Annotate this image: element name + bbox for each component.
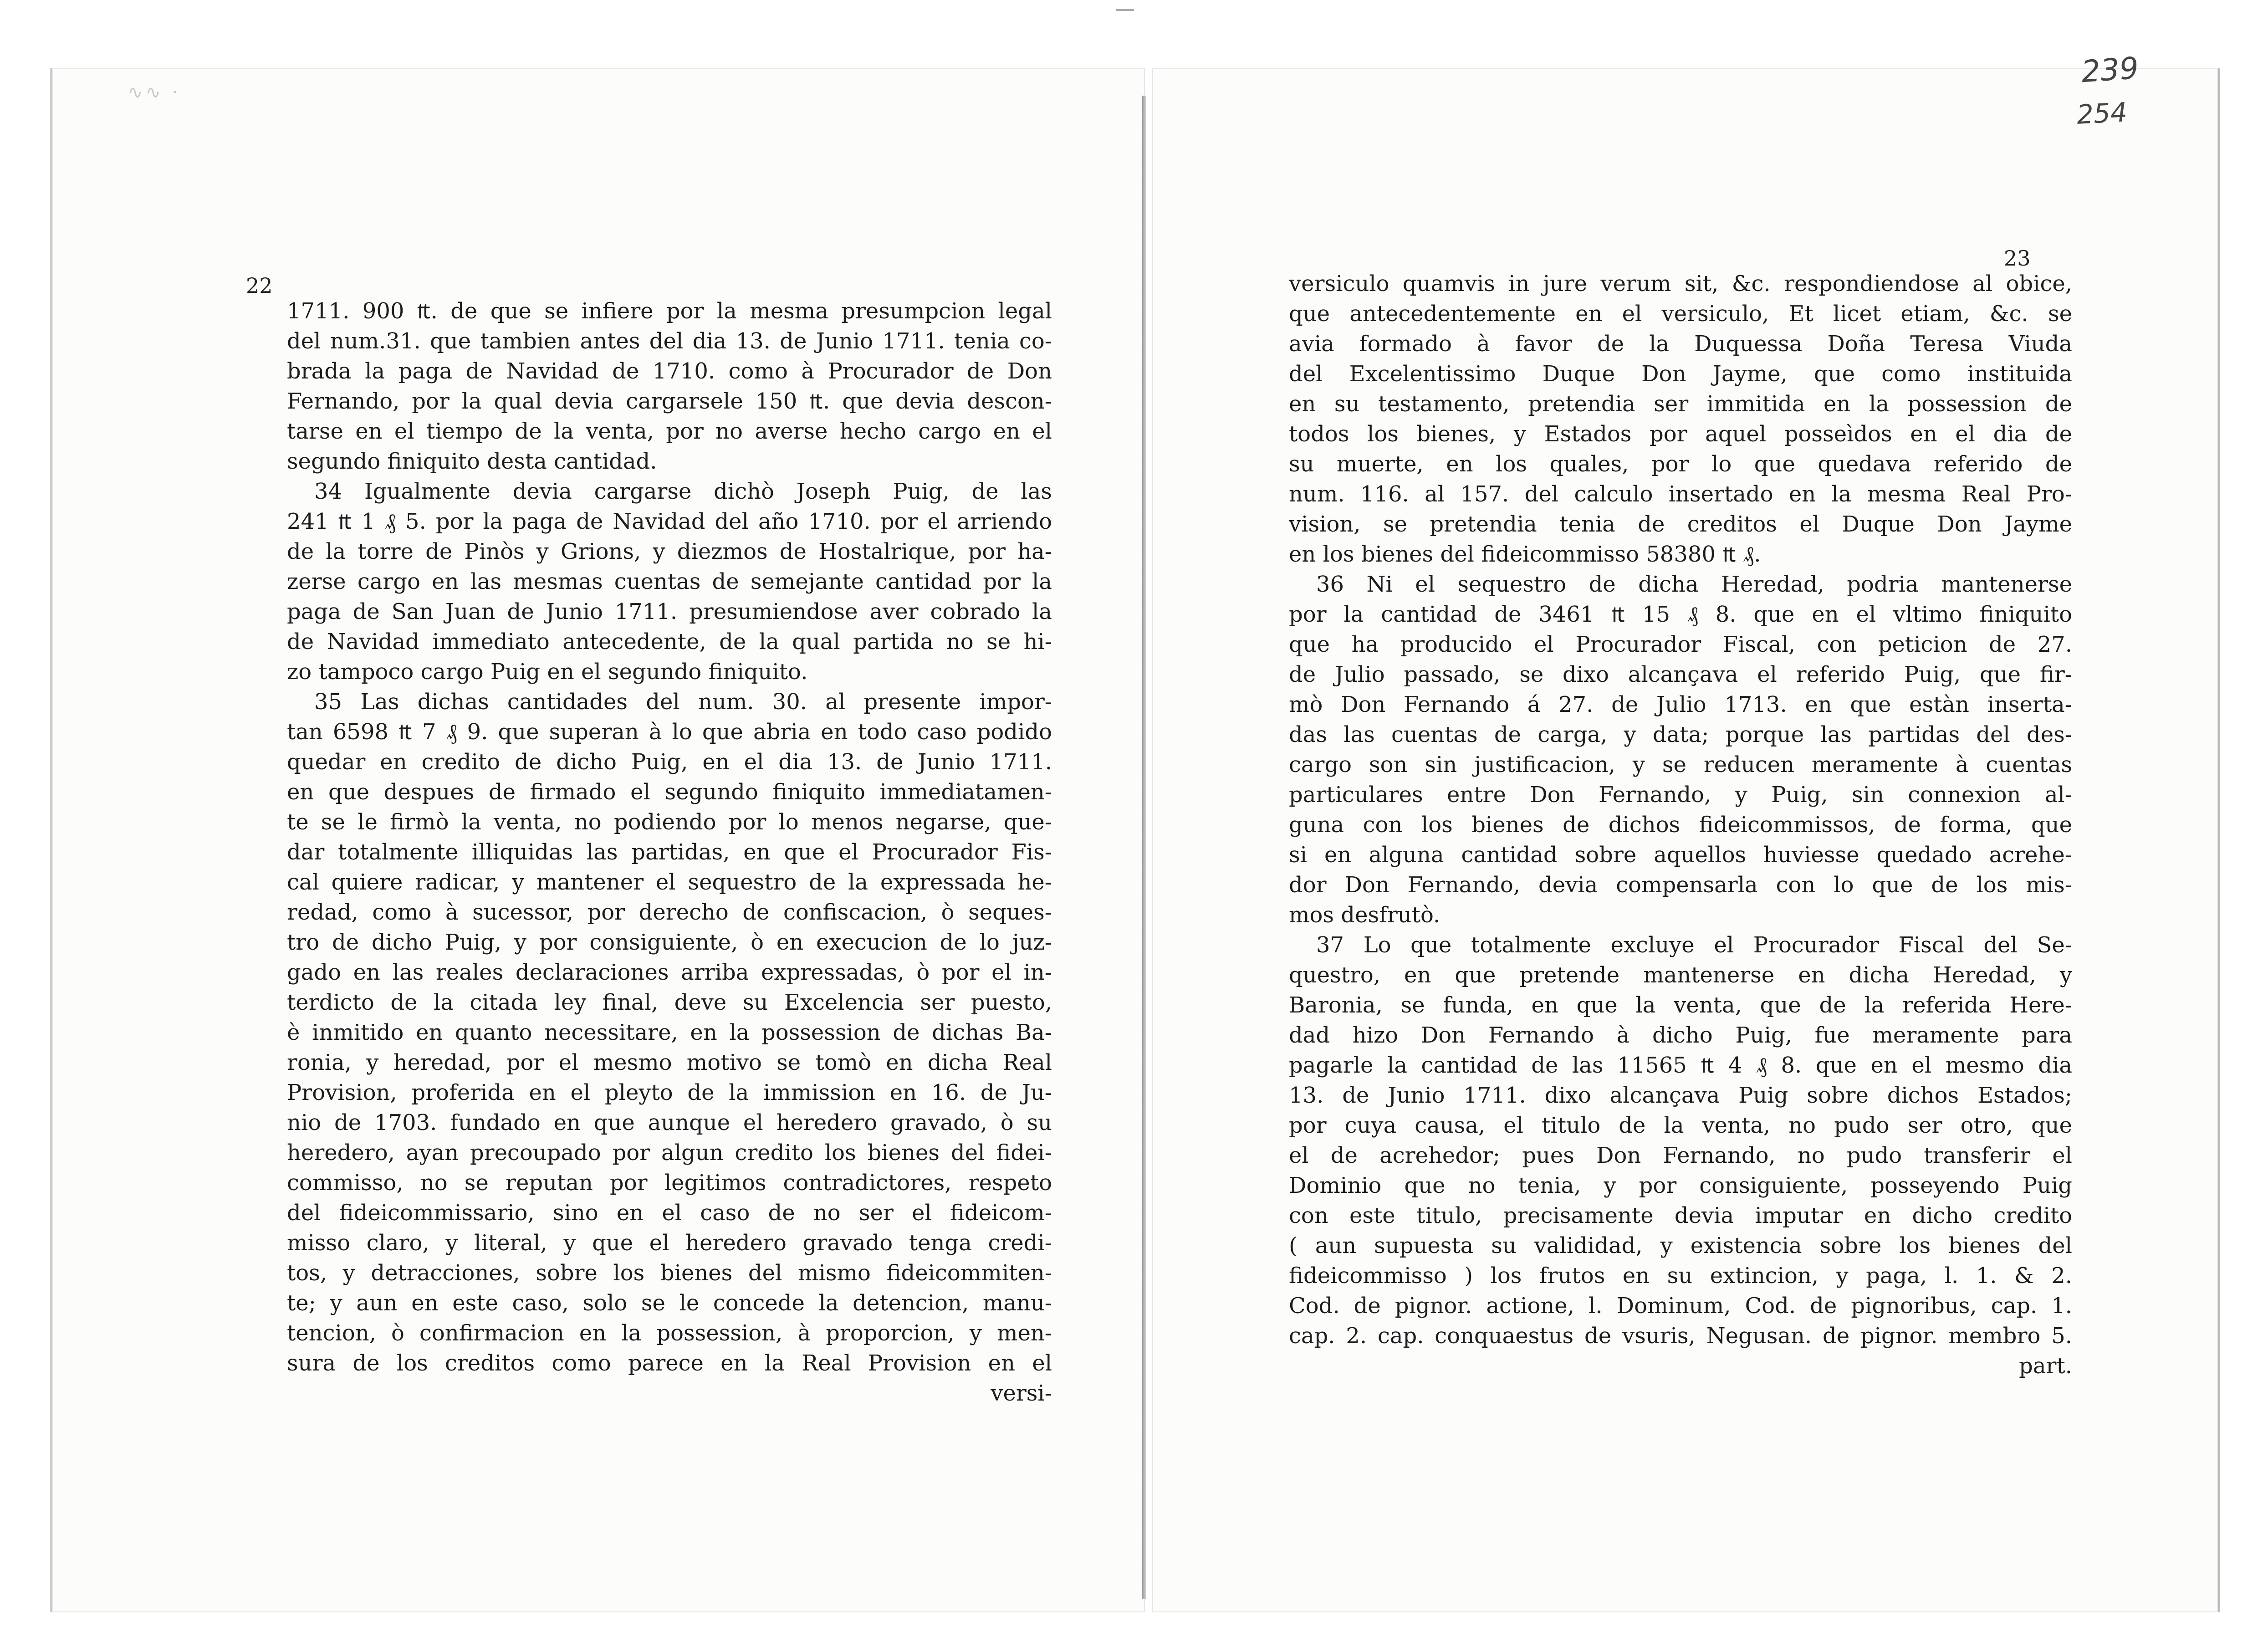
text-line: cal quiere radicar, y mantener el sequestro de la expressada he- [287,869,1052,895]
text-line: ronia, y heredad, por el mesmo motivo se tomò en dicha Real [287,1050,1052,1075]
text-line: tencion, ò confirmacion en la possession, à proporcion, y men- [287,1320,1052,1346]
text-line: zerse cargo en las mesmas cuentas de semejante cantidad por la [287,569,1052,594]
left-page-text [287,296,1052,1408]
text-line: 1711. 900 ₶. de que se infiere por la mesma presumpcion legal [287,298,1052,324]
text-line: todos los bienes, y Estados por aquel posseìdos en el dia de [1289,421,2072,447]
text-line: versi- [991,1381,1052,1406]
text-line: vision, se pretendia tenia de creditos el Duque Don Jayme [1289,511,2072,537]
text-line: part. [2019,1353,2072,1379]
text-line: en que despues de firmado el segundo finiquito immediatamen- [287,779,1052,805]
text-line: versiculo quamvis in jure verum sit, &c. respondiendose al obice, [1289,271,2072,297]
text-line: redad, como à sucessor, por derecho de confiscacion, ò seques- [287,900,1052,925]
text-line: en los bienes del fideicommisso 58380 ₶ ₰. [1289,542,1761,567]
text-line: 36 Ni el sequestro de dicha Heredad, podria mantenerse [1316,572,2072,597]
text-line: Provision, proferida en el pleyto de la immission en 16. de Ju- [287,1080,1052,1105]
handwritten-folio-upper: 239 [2080,50,2140,90]
top-mark [1116,9,1134,11]
text-line: num. 116. al 157. del calculo insertado en la mesma Real Pro- [1289,481,2072,507]
text-line: dar totalmente illiquidas las partidas, en que el Procurador Fis- [287,839,1052,865]
text-line: te se le firmò la venta, no podiendo por lo menos negarse, que- [287,809,1052,835]
text-line: 37 Lo que totalmente excluye el Procurador Fiscal del Se- [1316,932,2072,958]
text-line: te; y aun en este caso, solo se le concede la detencion, manu- [287,1290,1052,1316]
text-line: del num.31. que tambien antes del dia 13. de Junio 1711. tenia co- [287,328,1052,354]
text-line: por la cantidad de 3461 ₶ 15 ₰ 8. que en el vltimo finiquito [1289,602,2072,627]
text-line: terdicto de la citada ley final, deve su Excelencia ser puesto, [287,990,1052,1015]
text-line: brada la paga de Navidad de 1710. como à Procurador de Don [287,358,1052,384]
text-line: mò Don Fernando á 27. de Julio 1713. en que estàn inserta- [1289,692,2072,717]
book-gutter [1142,96,1146,1599]
text-line: cap. 2. cap. conquaestus de vsuris, Negusan. de pignor. membro 5. [1289,1323,2072,1349]
text-line: nio de 1703. fundado en que aunque el heredero gravado, ò su [287,1110,1052,1135]
text-line: de Navidad immediato antecedente, de la qual partida no se hi- [287,629,1052,654]
text-line: sura de los creditos como parece en la Real Provision en el [287,1350,1052,1376]
right-page-text [1289,269,2072,1381]
text-line: en su testamento, pretendia ser immitida en la possession de [1289,391,2072,417]
text-line: segundo finiquito desta cantidad. [287,449,657,474]
text-line: 34 Igualmente devia cargarse dichò Joseph Puig, de las [314,479,1052,504]
text-line: commisso, no se reputan por legitimos contradictores, respeto [287,1170,1052,1196]
text-line: guna con los bienes de dichos fideicommissos, de forma, que [1289,812,2072,838]
text-line: que antecedentemente en el versiculo, Et licet etiam, &c. se [1289,301,2072,327]
text-line: del Excelentissimo Duque Don Jayme, que como instituida [1289,361,2072,387]
text-line: avia formado à favor de la Duquessa Doña Teresa Viuda [1289,331,2072,357]
text-line: Fernando, por la qual devia cargarsele 150 ₶. que devia descon- [287,389,1052,414]
handwritten-folio-lower: 254 [2076,97,2128,130]
corner-smudge: ∿∿ · [128,82,181,103]
text-line: de la torre de Pinòs y Grions, y diezmos de Hostalrique, por ha- [287,539,1052,564]
text-line: tos, y detracciones, sobre los bienes del mismo fideicommiten- [287,1260,1052,1286]
text-line: misso claro, y literal, y que el heredero gravado tenga credi- [287,1230,1052,1256]
text-line: tro de dicho Puig, y por consiguiente, ò en execucion de lo juz- [287,930,1052,955]
text-line: ( aun supuesta su valididad, y existencia sobre los bienes del [1289,1233,2072,1258]
text-line: fideicommisso ) los frutos en su extincion, y paga, l. 1. & 2. [1289,1263,2072,1289]
text-line: Baronia, se funda, en que la venta, que de la referida Here- [1289,992,2072,1018]
text-line: con este titulo, precisamente devia imputar en dicho credito [1289,1203,2072,1228]
text-line: tarse en el tiempo de la venta, por no averse hecho cargo en el [287,419,1052,444]
text-line: questro, en que pretende mantenerse en dicha Heredad, y [1289,962,2072,988]
text-line: 35 Las dichas cantidades del num. 30. al presente impor- [314,689,1052,715]
text-line: del fideicommissario, sino en el caso de no ser el fideicom- [287,1200,1052,1226]
text-line: su muerte, en los quales, por lo que quedava referido de [1289,451,2072,477]
text-line: que ha producido el Procurador Fiscal, con peticion de 27. [1289,632,2072,657]
text-line: quedar en credito de dicho Puig, en el dia 13. de Junio 1711. [287,749,1052,775]
text-line: das las cuentas de carga, y data; porque las partidas del des- [1289,722,2072,747]
text-line: particulares entre Don Fernando, y Puig, sin connexion al- [1289,782,2072,808]
text-line: por cuya causa, el titulo de la venta, no pudo ser otro, que [1289,1113,2072,1138]
text-line: tan 6598 ₶ 7 ₰ 9. que superan à lo que abria en todo caso podido [287,719,1052,745]
text-line: dad hizo Don Fernando à dicho Puig, fue meramente para [1289,1023,2072,1048]
text-line: zo tampoco cargo Puig en el segundo finiquito. [287,659,808,685]
left-page-number: 22 [246,273,273,298]
text-line: è inmitido en quanto necessitare, en la possession de dichas Ba- [287,1020,1052,1045]
text-line: 241 ₶ 1 ₰ 5. por la paga de Navidad del año 1710. por el arriendo [287,509,1052,534]
text-line: Cod. de pignor. actione, l. Dominum, Cod. de pignoribus, cap. 1. [1289,1293,2072,1319]
text-line: heredero, ayan precoupado por algun credito los bienes del fidei- [287,1140,1052,1166]
right-page-number: 23 [2004,246,2031,271]
text-line: cargo son sin justificacion, y se reducen meramente à cuentas [1289,752,2072,777]
text-line: 13. de Junio 1711. dixo alcançava Puig sobre dichos Estados; [1289,1083,2072,1108]
text-line: dor Don Fernando, devia compensarla con lo que de los mis- [1289,872,2072,898]
text-line: paga de San Juan de Junio 1711. presumiendose aver cobrado la [287,599,1052,624]
text-line: el de acrehedor; pues Don Fernando, no pudo transferir el [1289,1143,2072,1168]
text-line: si en alguna cantidad sobre aquellos huviesse quedado acrehe- [1289,842,2072,868]
text-line: mos desfrutò. [1289,902,1440,928]
text-line: pagarle la cantidad de las 11565 ₶ 4 ₰ 8. que en el mesmo dia [1289,1053,2072,1078]
text-line: gado en las reales declaraciones arriba expressadas, ò por el in- [287,960,1052,985]
text-line: Dominio que no tenia, y por consiguiente, posseyendo Puig [1289,1173,2072,1198]
text-line: de Julio passado, se dixo alcançava el referido Puig, que fir- [1289,662,2072,687]
